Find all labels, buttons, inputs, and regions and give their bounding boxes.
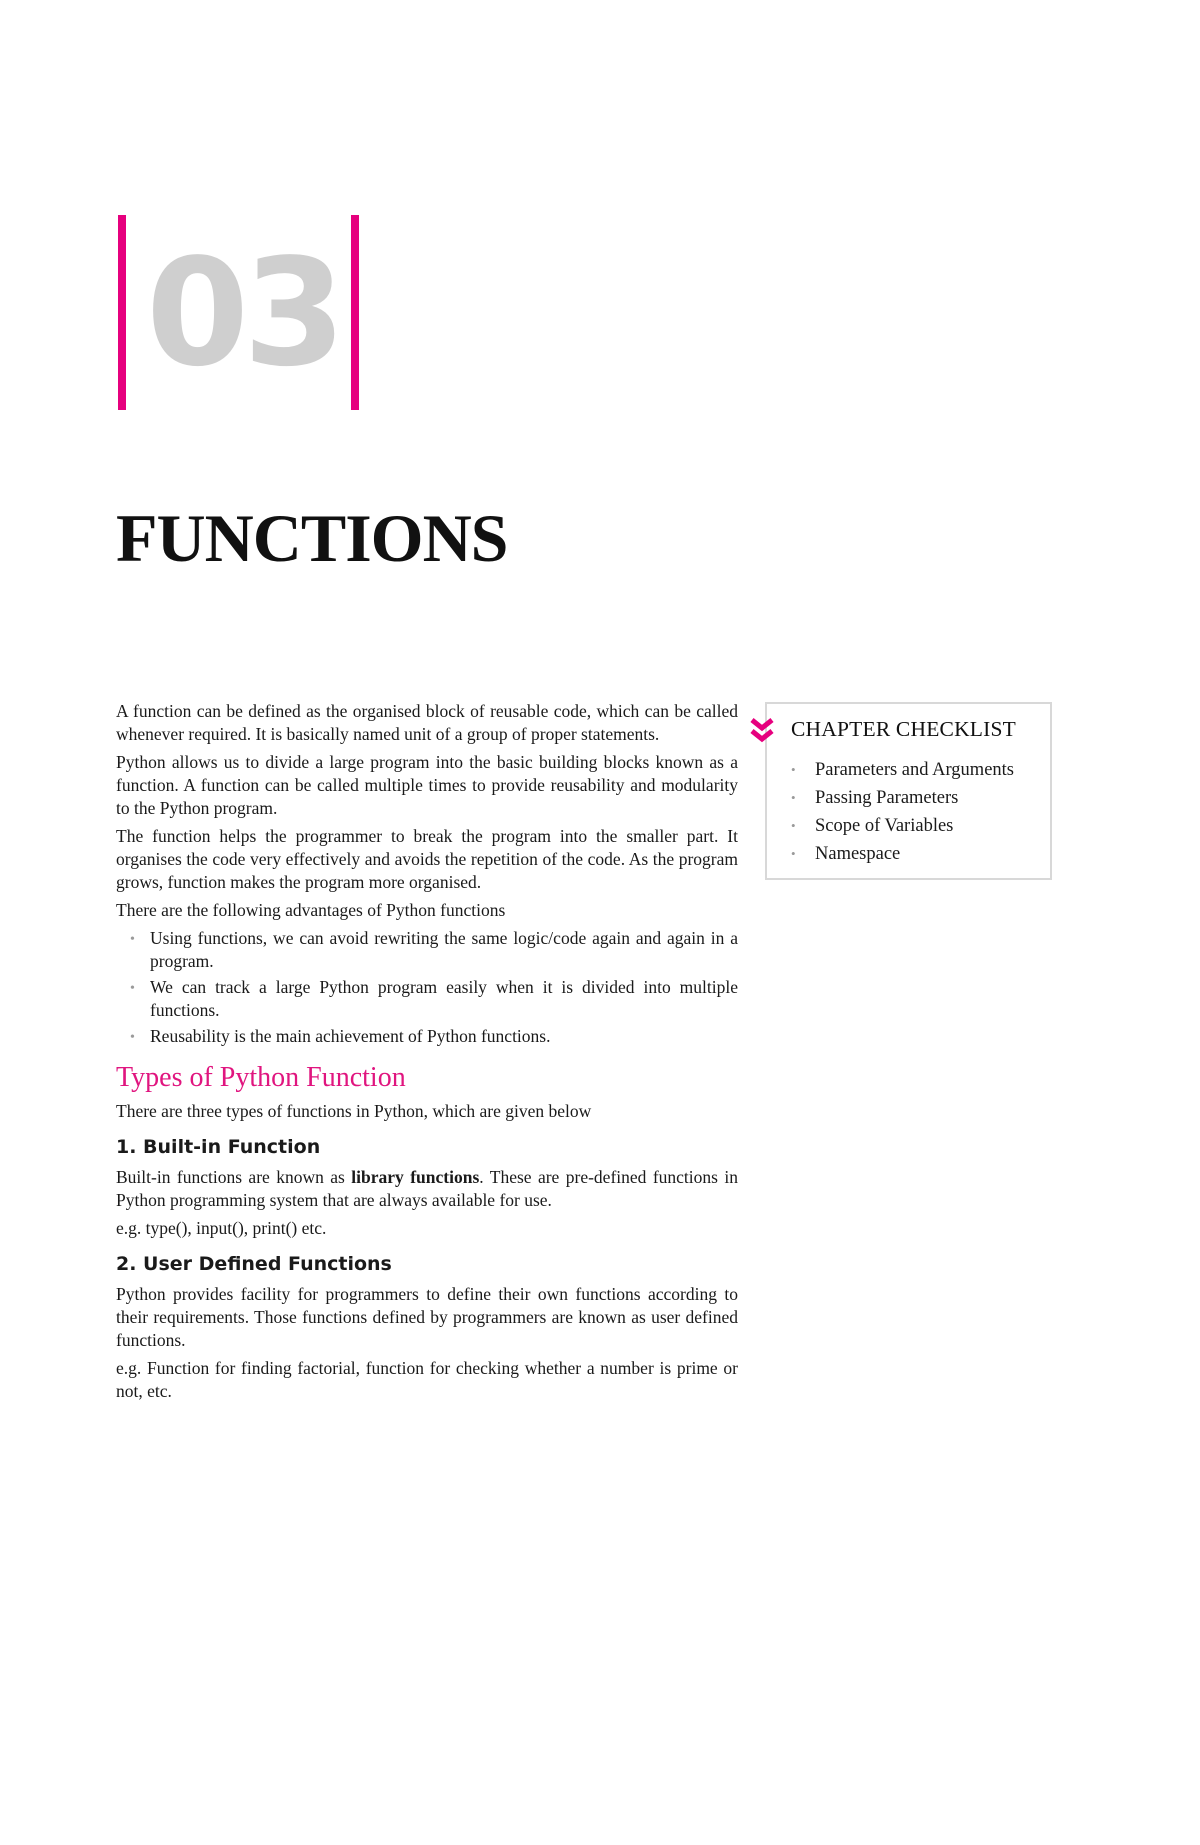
intro-paragraph-2: Python allows us to divide a large program into the basic building blocks known as a function. A function can be called multiple times to provide reusability and modularity to the Python program. [116,752,738,818]
checklist-title: CHAPTER CHECKLIST [791,717,1016,741]
checklist-items [791,756,1014,868]
list-item-text: Reusability is the main achievement of Python functions. [150,1026,551,1046]
bullet-icon: • [791,846,796,861]
types-intro: There are three types of functions in Python, which are given below [116,1101,592,1121]
list-item [116,1025,738,1048]
bullet-icon: • [791,762,796,777]
bullet-icon: • [130,1030,135,1045]
intro-paragraph-3: The function helps the programmer to break the program into the smaller part. It organises the code very effectively and avoids the repetition of the code. As the program grows, function makes the program more organised. [116,826,738,892]
intro-paragraph-1: A function can be defined as the organised block of reusable code, which can be called whenever required. It is basically named unit of a group of proper statements. [116,701,738,744]
section-heading-types: Types of Python Function [116,1062,406,1093]
chapter-number-left-bar [118,215,126,410]
checklist-item [791,784,1014,812]
checklist-item [791,756,1014,784]
list-item [116,976,738,1022]
list-item-text: We can track a large Python program easily when it is divided into multiple functions. [150,977,738,1020]
checklist-item-label: Namespace [815,844,901,864]
builtin-example: e.g. type(), input(), print() etc. [116,1218,327,1238]
subheading-builtin: 1. Built-in Function [116,1136,321,1158]
main-column [116,700,738,1408]
builtin-paragraph [116,1166,738,1212]
double-chevron-down-icon [747,716,777,746]
chapter-number-right-bar [351,215,359,410]
advantages-intro: There are the following advantages of Python functions [116,900,506,920]
chapter-checklist-box [765,702,1052,880]
subheading-user-defined: 2. User Defined Functions [116,1253,392,1275]
list-item [116,927,738,973]
checklist-item [791,840,1014,868]
user-defined-example: e.g. Function for finding factorial, function for checking whether a number is prime or not, etc. [116,1358,738,1401]
chapter-number-block [112,215,362,410]
checklist-item-label: Scope of Variables [815,816,954,836]
bullet-icon: • [130,932,135,947]
builtin-text-before: Built-in functions are known as [116,1167,352,1187]
builtin-text-after: . These are pre-defined functions in Python programming system that are always available for use. [116,1167,738,1210]
chapter-number: 03 [146,227,340,399]
checklist-item-label: Passing Parameters [815,788,959,808]
chapter-title: FUNCTIONS [116,500,508,576]
advantages-list [116,927,738,1048]
checklist-item-label: Parameters and Arguments [815,760,1015,780]
list-item-text: Using functions, we can avoid rewriting the same logic/code again and again in a program. [150,928,738,971]
bullet-icon: • [791,790,796,805]
checklist-item [791,812,1014,840]
bullet-icon: • [130,981,135,996]
builtin-text-bold: library functions [351,1167,480,1187]
user-defined-paragraph: Python provides facility for programmers to define their own functions according to their requirements. Those functions defined by programmers are known as user defined functions. [116,1284,738,1350]
bullet-icon: • [791,818,796,833]
